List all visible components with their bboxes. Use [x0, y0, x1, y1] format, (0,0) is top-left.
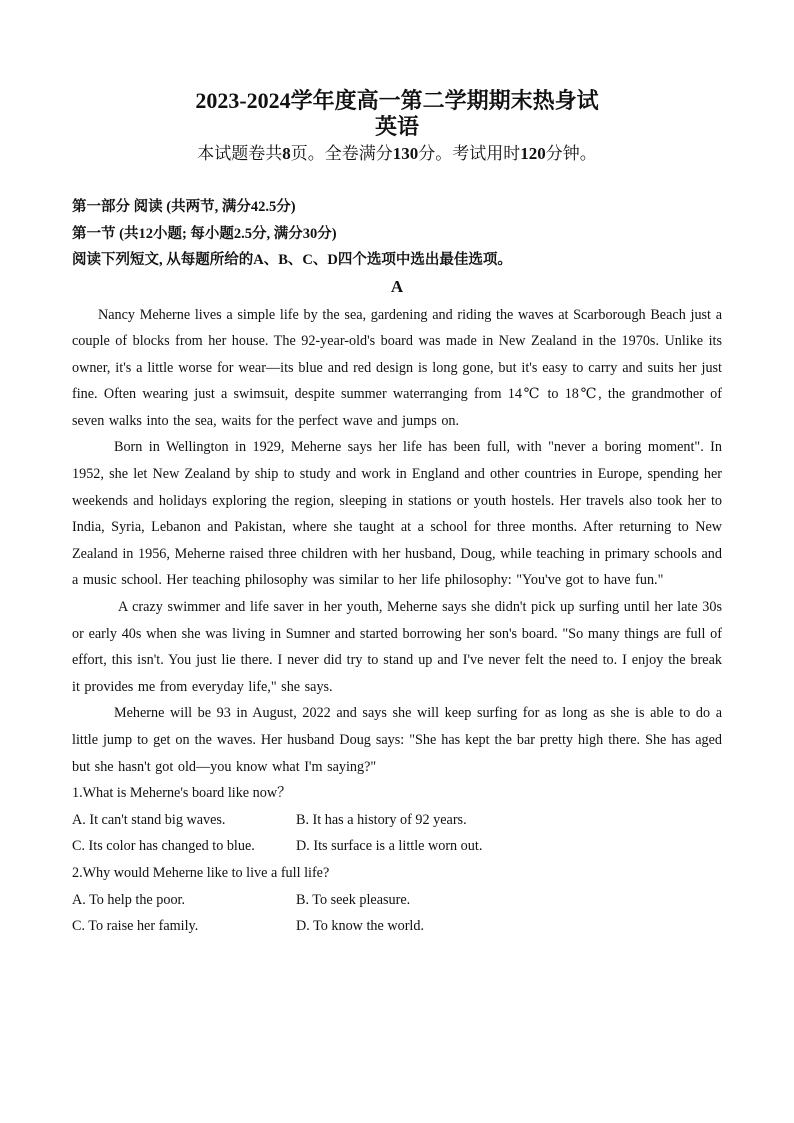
question-1-option-b[interactable]: B. It has a history of 92 years.: [296, 811, 467, 828]
exam-info-score: 130: [392, 144, 419, 163]
question-1-options-row-1: [72, 807, 722, 834]
part-heading: 第一部分 阅读 (共两节, 满分42.5分): [72, 199, 296, 215]
question-1-options-row-2: [72, 833, 722, 860]
question-2-option-d[interactable]: D. To know the world.: [296, 918, 424, 935]
exam-info-pages: 8: [282, 144, 291, 163]
question-1-option-a[interactable]: A. It can't stand big waves.: [72, 811, 226, 828]
question-2-stem: 2.Why would Meherne like to live a full life?: [72, 864, 330, 881]
question-2-option-a[interactable]: A. To help the poor.: [72, 891, 186, 908]
section-heading: 第一节 (共12小题; 每小题2.5分, 满分30分): [72, 225, 337, 242]
question-2-options-row-2: [72, 913, 722, 940]
exam-info-suffix: 分钟。: [545, 144, 597, 163]
exam-title: 2023-2024学年度高一第二学期期末热身试: [195, 88, 599, 113]
passage-paragraph-2: Born in Wellington in 1929, Meherne says her life has been full, with "never a boring moment". In 1952, she let New Zealand by ship to study and work in England and other countries in Europe, spending her weekends and holidays exploring the region, sleeping in stations or youth hostels. Her travels also took her to India, Syria, Lebanon and Pakistan, where she taught at a school for three months. After returning to New Zealand in 1956, Meherne raised three children with her husband, Doug, while teaching in primary schools and a music school. Her teaching philosophy was similar to her life philosophy: "You've got to have fun.": [72, 439, 722, 589]
question-1-stem: 1.What is Meherne's board like now？: [72, 785, 292, 802]
exam-info-prefix: 本试题卷共: [197, 144, 283, 163]
passage-letter: A: [390, 276, 404, 296]
question-1-option-c[interactable]: C. Its color has changed to blue.: [72, 838, 255, 855]
exam-info-mid2: 分。考试用时: [418, 144, 521, 163]
exam-info: [72, 142, 722, 166]
exam-subject: 英语: [374, 114, 419, 139]
question-2-options-row-1: [72, 887, 722, 914]
question-2-option-c[interactable]: C. To raise her family.: [72, 918, 199, 935]
question-2-option-b[interactable]: B. To seek pleasure.: [296, 891, 411, 908]
question-1-option-d[interactable]: D. Its surface is a little worn out.: [296, 838, 483, 855]
passage-paragraph-3: A crazy swimmer and life saver in her youth, Meherne says she didn't pick up surfing until her late 30s or early 40s when she was living in Sumner and started borrowing her son's board. "So many things are full of effort, this isn't. You just lie there. I never did try to stand up and I've never felt the need to. I enjoy the break it provides me from everyday life," she says.: [72, 599, 722, 695]
exam-info-mid1: 页。全卷满分: [290, 144, 393, 163]
exam-info-time: 120: [520, 144, 546, 163]
passage-paragraph-1: Nancy Meherne lives a simple life by the sea, gardening and riding the waves at Scarborough Beach just a couple of blocks from her house. The 92-year-old's board was made in New Zealand in the 1970s. Unlike its owner, it's a little worse for wear—its blue and red design is long gone, but it's easy to carry and suits her just fine. Often wearing just a swimsuit, despite summer waterranging from 14℃ to 18℃, the grandmother of seven walks into the sea, waits for the perfect wave and jumps on.: [72, 306, 722, 429]
passage-paragraph-4: Meherne will be 93 in August, 2022 and says she will keep surfing for as long as she is able to do a little jump to get on the waves. Her husband Doug says: "She has kept the bar pretty high there. She has aged but she hasn't got old—you know what I'm saying?": [72, 705, 722, 775]
instruction-text: 阅读下列短文, 从每题所给的A、B、C、D四个选项中选出最佳选项。: [72, 252, 512, 268]
